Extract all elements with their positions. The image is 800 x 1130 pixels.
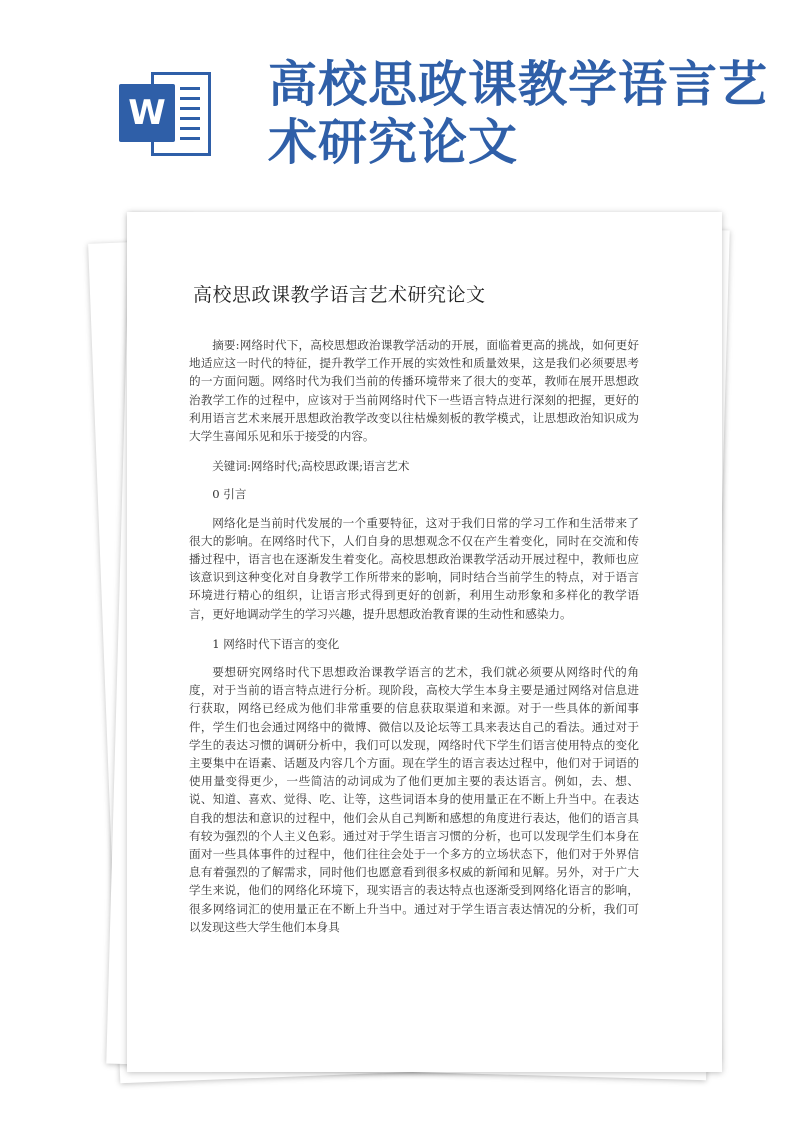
document-body <box>189 336 639 948</box>
keywords-paragraph: 关键词:网络时代;高校思政课;语言艺术 <box>212 459 410 474</box>
section-heading: 0 引言 <box>212 487 247 502</box>
section-heading: 1 网络时代下语言的变化 <box>212 636 340 651</box>
page-title: 高校思政课教学语言艺术研究论文 <box>268 56 769 171</box>
word-icon: W <box>119 84 175 142</box>
word-app-icon <box>117 64 217 164</box>
document-title: 高校思政课教学语言艺术研究论文 <box>193 284 486 306</box>
body-paragraph: 网络化是当前时代发展的一个重要特征，这对于我们日常的学习工作和生活带来了很大的影响。在网络时代下，人们自身的思想观念不仅在产生着变化，同时在交流和传播过程中，语言也在逐渐发生着变化。高校思想政治课教学活动开展过程中，教师也应该意识到这种变化对自身教学工作所带来的影响，同时结合当前学生的特点，对于语言环境进行精心的组织，让语言形式得到更好的创新，利用生动形象和多样化的教学语言，更好地调动学生的学习兴趣，提升思想政治教育课的生动性和感染力。 <box>189 515 639 621</box>
paper-sheet <box>127 212 722 1072</box>
abstract-paragraph: 摘要:网络时代下，高校思想政治课教学活动的开展，面临着更高的挑战，如何更好地适应这一时代的特征，提升教学工作开展的实效性和质量效果，这是我们必须要思考的一方面问题。网络时代为我们当前的传播环境带来了很大的变革，教师在展开思想政治教学工作的过程中，应该对于当前网络时代下一些语言特点进行深刻的把握，更好的利用语言艺术来展开思想政治教学改变以往枯燥刻板的教学模式，让思想政治知识成为大学生喜闻乐见和乐于接受的内容。 <box>189 338 639 444</box>
body-paragraph: 要想研究网络时代下思想政治课教学语言的艺术，我们就必须要从网络时代的角度，对于当前的语言特点进行分析。现阶段，高校大学生本身主要是通过网络对信息进行获取，网络已经成为他们非常重要的信息获取渠道和来源。对于一些具体的新闻事件，学生们也会通过网络中的微博、微信以及论坛等工具来表达自己的看法。通过对于学生的表达习惯的调研分析中，我们可以发现，网络时代下学生们语言使用特点的变化主要集中在语素、话题及内容几个方面。现在学生的语言表达过程中，他们对于词语的使用量变得更少，一些简洁的动词成为了他们更加主要的表达语言。例如，去、想、说、知道、喜欢、觉得、吃、让等，这些词语本身的使用量正在不断上升当中。在表达自我的想法和意识的过程中，他们会从自己判断和感想的角度进行表达，他们的语言具有较为强烈的个人主义色彩。通过对于学生语言习惯的分析，也可以发现学生们本身在面对一些具体事件的过程中，他们往往会处于一个多方的立场状态下，他们对于外界信息有着强烈的了解需求，同时他们也愿意看到很多权威的新闻和见解。另外，对于广大学生来说，他们的网络化环境下，现实语言的表达特点也逐渐受到网络化语言的影响，很多网络词汇的使用量正在不断上升当中。通过对于学生语言表达情况的分析，我们可以发现这些大学生他们本身具 <box>189 665 639 934</box>
